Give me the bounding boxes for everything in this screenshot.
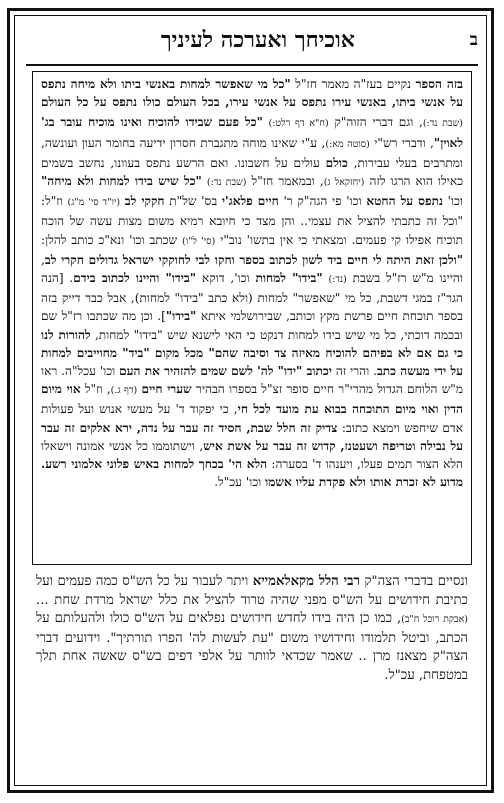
text-run: (שבת נד:): [422, 118, 463, 130]
text-run: (ח"א דף רלט:): [268, 118, 329, 130]
text-run: (סוטה מא:): [325, 138, 370, 150]
text-run: וכו' פי הגה"ק ר': [278, 194, 367, 209]
text-run: רבי הלל מקאלאמייא: [252, 574, 360, 589]
text-run: (דף ג.): [110, 385, 138, 397]
page-number: ב: [469, 30, 478, 50]
text-run: וז"ל: "וכל זה כתבתי להציל את עצמי.. והן מצד כי חיובא רמיא משום מצות עשה של הוכח תוכיח אפילו קי פעמים. ומצאתי כי אין בתשו' נוב"י: [41, 194, 463, 247]
text-run: "כל מי שאפשר למחות באנשי ביתו ולא מיחה נתפס על אנשי ביתו, באנשי עירו נתפס על אנשי עירו, בכל העולם כולו נתפס על כל העולם: [41, 77, 463, 110]
text-run: שכתב וכו' ונא"כ כותב להלן:: [41, 232, 183, 247]
text-run: כולם: [325, 155, 348, 170]
text-run: "כל שיש בידו למחות ולא מיחה": [41, 174, 202, 189]
text-run: . [הנה הגר"ז במגי דשבת, כל מי "שאפשר" למחות (ולא כתב "בידו" למחות), אבל כבר דייק בזה בספר תוכחת חיים פרשת מקץ וכותב, שבירושלמי איתא: [41, 271, 463, 324]
text-run: וכו' עכל"ה. ראו מ"ש הלוחם הגדול מהרי"ר חיים סופר זצ"ל בספרו הבהיר: [41, 364, 463, 397]
text-run: נתפס על החטא: [366, 194, 443, 209]
text-run: (אבקת רוכל ח"ב): [401, 614, 468, 626]
text-run: (סי' ל"ו): [182, 235, 216, 247]
text-run: , כי יפקוד ד' על מעשי אנוש ועל פעולות אדם שיחפש וימצא כתוב:: [41, 402, 463, 435]
text-run: אוי מיום הדין ואוי מיום התוכחה בבוא עת מועד לכל חי: [41, 382, 463, 417]
closing-paragraph: [36, 573, 468, 763]
text-run: בזה הספר: [415, 77, 463, 91]
text-run: (יחזקאל ג): [323, 177, 365, 189]
text-run: "בידו": [165, 309, 197, 324]
text-run: וכו': [442, 194, 463, 209]
text-run: ונסיים בדברי הצה"ק: [359, 574, 469, 589]
text-run: , כמו כן היה בידו לחדש חידושים נפלאים על הש"ס כולו ולהעלותם על הכתב, וביטל תלמודו וחידושיו משום "עת לעשות לה' הפרו תורתיך". וידועים דברי הצה"ק מצאנז מרן .. שאמר שכדאי לוותר על אלפי דפים בש"ס שאשה אחת תלך במטפחת, עכ"ל.: [36, 611, 468, 683]
text-run: (יו"ד סי' מ"ג): [67, 197, 121, 209]
text-run: "בידו" והיינו לכתוב בידם: [73, 271, 197, 286]
text-run: וכו' עכ"ל.: [214, 475, 266, 490]
text-run: , ודברי רש"י: [369, 135, 434, 150]
text-run: חיים פלאג'י: [221, 194, 279, 209]
text-run: "ולכן זאת היתה לי חיים ביד לשון לכתוב בספר וחקו לבי לחוקקי ישראל גדולים חקרי לב: [44, 252, 463, 267]
quote-box: [32, 71, 472, 565]
closing-text: [36, 573, 468, 686]
text-run: , וז"ל: [80, 382, 111, 397]
text-run: . והרי זה: [331, 364, 377, 379]
text-run: ויתר לעבור על כל הש"ס כמה פעמים ועל כתיבת חידושים על הש"ס מפני שהיה טרוד להציל את כלל ישראל מרדת שחת ...: [36, 574, 468, 608]
text-run: וכו', דוקא: [196, 271, 256, 286]
text-run: , ובמאמר חז"ל: [246, 174, 324, 189]
text-run: (שבת נד:): [206, 177, 247, 189]
text-run: צדיק זה חלל שבת, חסיד זה עבר על נדה, ירא אלקים זה עבר על נבילה וטריפה ושעטנז, קדוש זה עבר על אשת איש: [41, 420, 463, 453]
text-run: , וגם דברי הזוה"ק: [328, 115, 423, 130]
text-run: בס' של"ת: [164, 194, 222, 209]
text-run: שערי חיים: [141, 382, 192, 397]
page-header: [26, 18, 478, 62]
text-run: יכתוב "ידו" לה' לשם שמים להזהיר את העם: [119, 364, 332, 379]
text-run: (נד:): [328, 274, 347, 286]
text-run: להורות לנו כי גם אם לא בפיהם להוכיח מאיזה צד וסיבה שהם" מכל מקום "ביד" מחוייבים למחות על ידי מעשה כתב: [41, 327, 463, 379]
text-run: "בידו" למחות: [255, 271, 323, 286]
text-run: הלא הי' בכחך למחות באיש פלוני אלמוני רשע. מדוע לא זכרת אותו ולא פקדת עליו אשמו: [41, 457, 463, 490]
quote-box-text: [41, 75, 463, 491]
header-divider: [26, 64, 478, 66]
text-run: עולים על חשבונו. ואם הרשע נתפס בעוונו, נחשב בשמים כאילו הוא הרגו לזה: [41, 155, 463, 189]
text-run: ]. וכן מה שכתבו רז"ל שם ובכמה דוכתי, כל מי שיש בידו למחות דנקט כי האי לישנא שיש "בידו" למחות,: [41, 309, 463, 342]
text-run: , ע"י שאינו מוחה מתגברת חסרון ידיעה בחומר העון ועונשה, ומתרבים בעלי עבירות,: [41, 135, 463, 170]
text-run: חקקי לב: [124, 194, 165, 209]
text-run: , והיינו מ"ש רז"ל בשבת: [41, 252, 463, 286]
text-run: נקיים בעז"ה מאמר חז"ל: [290, 77, 416, 91]
page-title: אוכיחך ואערכה לעיניך: [160, 27, 355, 53]
text-run: "כל פעם שבידו להוכיח ואינו מוכיח עובר בג' לאוין": [41, 115, 463, 150]
text-run: , וישתוממו כל אנשי אמונה וישאלו הלא הצור תמים פעלו, ויענהו ד' בסערה:: [41, 438, 463, 472]
